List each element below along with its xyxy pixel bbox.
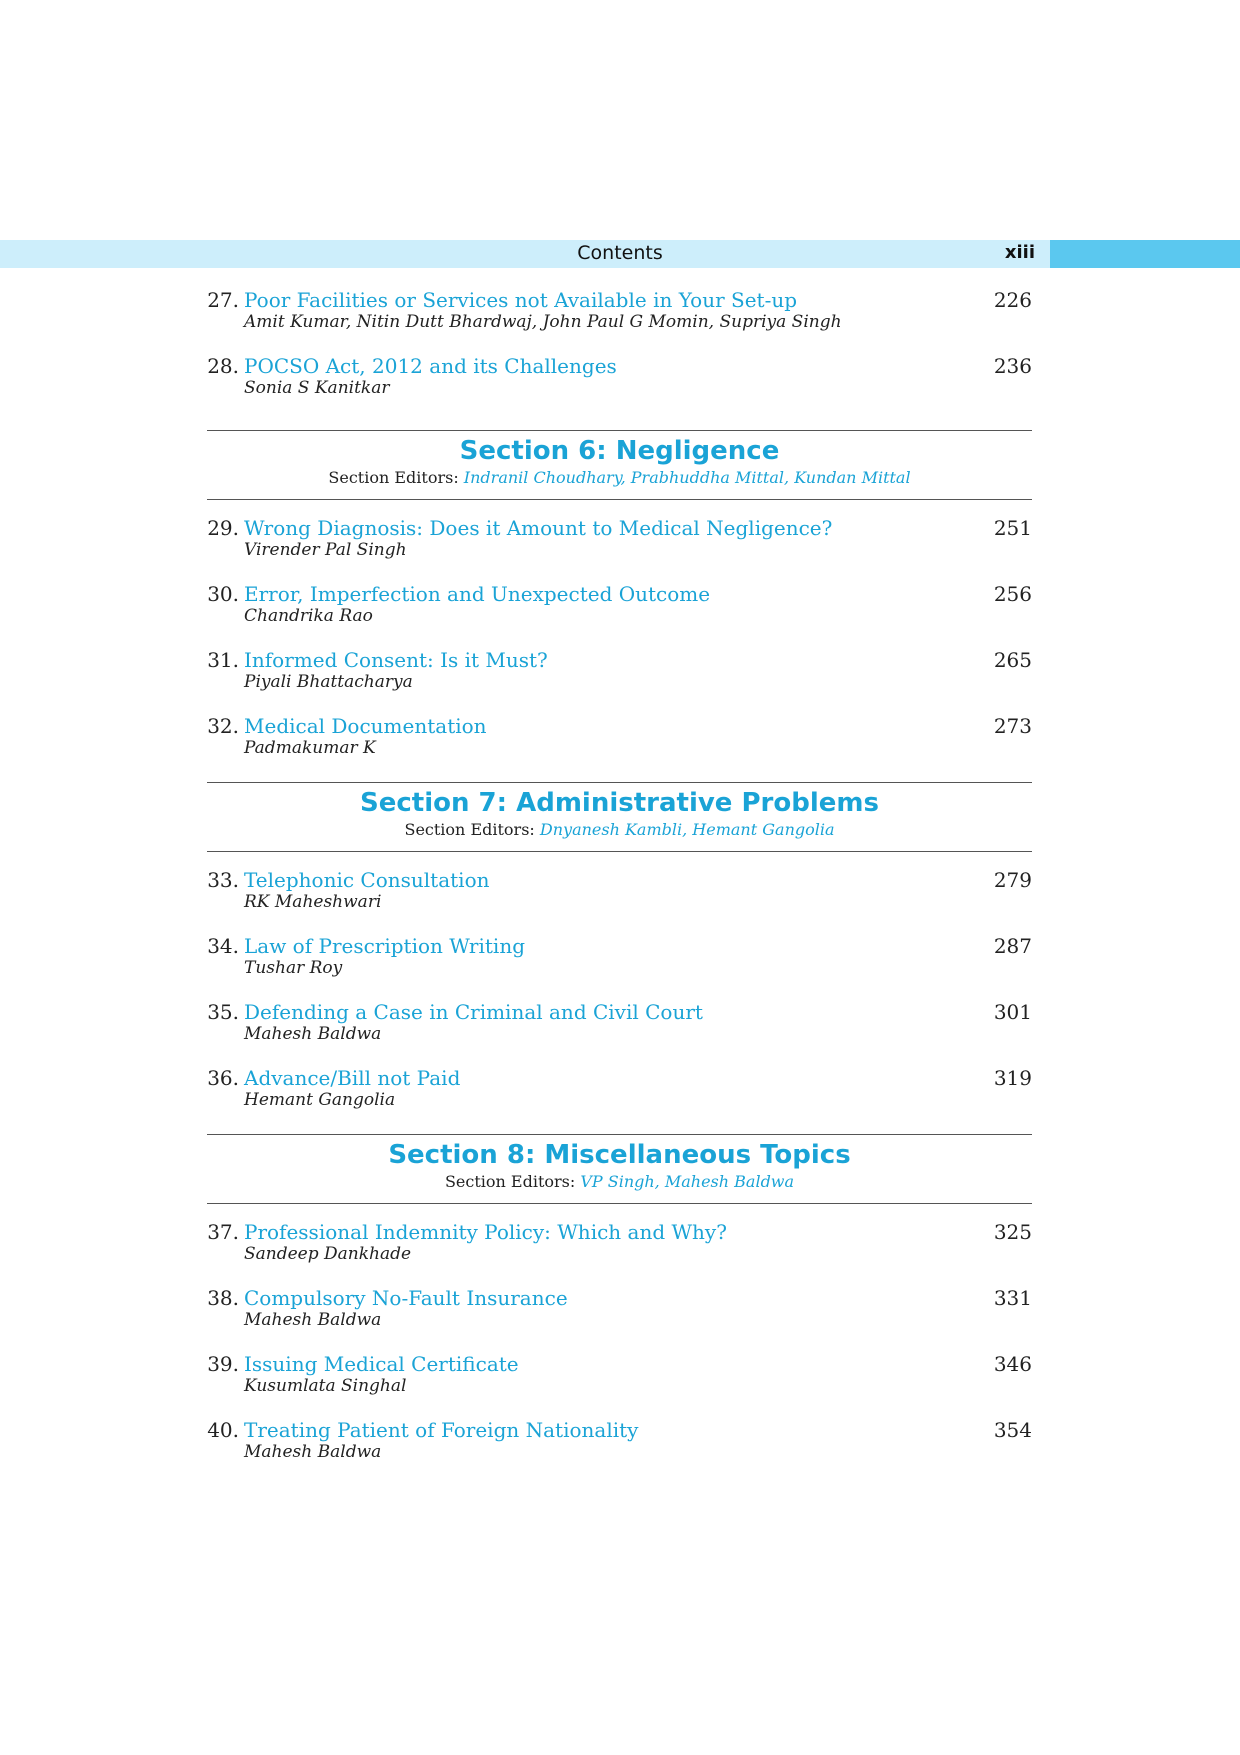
toc-entry [207,286,1032,352]
toc-entry [207,998,1032,1064]
entry-authors: Kusumlata Singhal [244,1376,407,1396]
entry-number: 39. [207,1352,239,1376]
entry-title-link[interactable]: Error, Imperfection and Unexpected Outcome [244,582,711,606]
table-of-contents [207,286,1032,1482]
entry-title-link[interactable]: POCSO Act, 2012 and its Challenges [244,354,617,378]
entry-authors: Virender Pal Singh [244,540,407,560]
entry-page-number: 265 [993,648,1032,672]
section-title: Section 6: Negligence [459,436,780,466]
entry-title-link[interactable]: Medical Documentation [244,714,487,738]
section-8-header [207,1134,1032,1204]
toc-entry [207,1416,1032,1482]
section-title: Section 7: Administrative Problems [360,788,879,818]
entry-page-number: 346 [993,1352,1032,1376]
section-editors [207,1171,1032,1193]
entry-page-number: 236 [993,354,1032,378]
entry-authors: Mahesh Baldwa [244,1310,382,1330]
entry-title-link[interactable]: Treating Patient of Foreign Nationality [244,1418,639,1442]
entry-page-number: 273 [993,714,1032,738]
entry-page-number: 301 [993,1000,1032,1024]
entry-authors: Sonia S Kanitkar [244,378,390,398]
entry-title-link[interactable]: Professional Indemnity Policy: Which and Why? [244,1220,727,1244]
entry-page-number: 226 [993,288,1032,312]
toc-entry [207,712,1032,778]
entry-title-link[interactable]: Wrong Diagnosis: Does it Amount to Medical Negligence? [244,516,833,540]
entry-title-link[interactable]: Advance/Bill not Paid [244,1066,461,1090]
entry-number: 27. [207,288,239,312]
section-editors [207,467,1032,489]
entry-authors: Mahesh Baldwa [244,1024,382,1044]
entry-title-link[interactable]: Informed Consent: Is it Must? [244,648,548,672]
entry-authors: RK Maheshwari [244,892,382,912]
entry-number: 37. [207,1220,239,1244]
toc-entry [207,932,1032,998]
section-6-entries [207,514,1032,778]
section-editors-label: Section Editors: [404,820,535,839]
entry-title-link[interactable]: Law of Prescription Writing [244,934,526,958]
entry-page-number: 279 [993,868,1032,892]
entry-title-link[interactable]: Compulsory No-Fault Insurance [244,1286,568,1310]
entries-block-a [207,286,1032,418]
section-editors-names: Dnyanesh Kambli, Hemant Gangolia [539,820,835,839]
entry-page-number: 325 [993,1220,1032,1244]
toc-entry [207,646,1032,712]
entry-title-link[interactable]: Issuing Medical Certificate [244,1352,519,1376]
entry-title-link[interactable]: Telephonic Consultation [244,868,490,892]
entry-number: 32. [207,714,239,738]
entry-authors: Sandeep Dankhade [244,1244,412,1264]
running-title: Contents [577,242,663,264]
entry-number: 30. [207,582,239,606]
entry-page-number: 331 [993,1286,1032,1310]
entry-authors: Hemant Gangolia [244,1090,396,1110]
toc-entry [207,514,1032,580]
entry-title-link[interactable]: Poor Facilities or Services not Available in Your Set-up [244,288,798,312]
entry-authors: Tushar Roy [244,958,343,978]
entry-number: 36. [207,1066,239,1090]
entry-authors: Padmakumar K [244,738,376,758]
entry-authors: Chandrika Rao [244,606,373,626]
toc-entry [207,1064,1032,1130]
entry-authors: Piyali Bhattacharya [244,672,413,692]
entry-number: 34. [207,934,239,958]
section-title: Section 8: Miscellaneous Topics [388,1140,851,1170]
toc-entry [207,866,1032,932]
section-editors-label: Section Editors: [444,1172,576,1191]
entry-authors: Amit Kumar, Nitin Dutt Bhardwaj, John Paul G Momin, Supriya Singh [244,312,842,332]
toc-entry [207,352,1032,418]
toc-entry [207,1350,1032,1416]
section-editors-names: Indranil Choudhary, Prabhuddha Mittal, Kundan Mittal [463,468,911,487]
entry-authors: Mahesh Baldwa [244,1442,382,1462]
entry-number: 33. [207,868,239,892]
entry-page-number: 256 [993,582,1032,606]
entry-page-number: 319 [993,1066,1032,1090]
section-8-entries [207,1218,1032,1482]
section-editors [207,819,1032,841]
entry-number: 29. [207,516,239,540]
entry-page-number: 354 [993,1418,1032,1442]
toc-entry [207,580,1032,646]
entry-page-number: 251 [993,516,1032,540]
page-number: xiii [1004,242,1035,263]
section-7-entries [207,866,1032,1130]
entry-number: 38. [207,1286,239,1310]
section-6-header [207,430,1032,500]
entry-number: 40. [207,1418,239,1442]
toc-entry [207,1218,1032,1284]
entry-title-link[interactable]: Defending a Case in Criminal and Civil Court [244,1000,703,1024]
entry-number: 28. [207,354,239,378]
section-editors-label: Section Editors: [328,468,459,487]
entry-number: 31. [207,648,239,672]
entry-page-number: 287 [993,934,1032,958]
section-7-header [207,782,1032,852]
entry-number: 35. [207,1000,239,1024]
section-editors-names: VP Singh, Mahesh Baldwa [580,1172,795,1191]
toc-entry [207,1284,1032,1350]
